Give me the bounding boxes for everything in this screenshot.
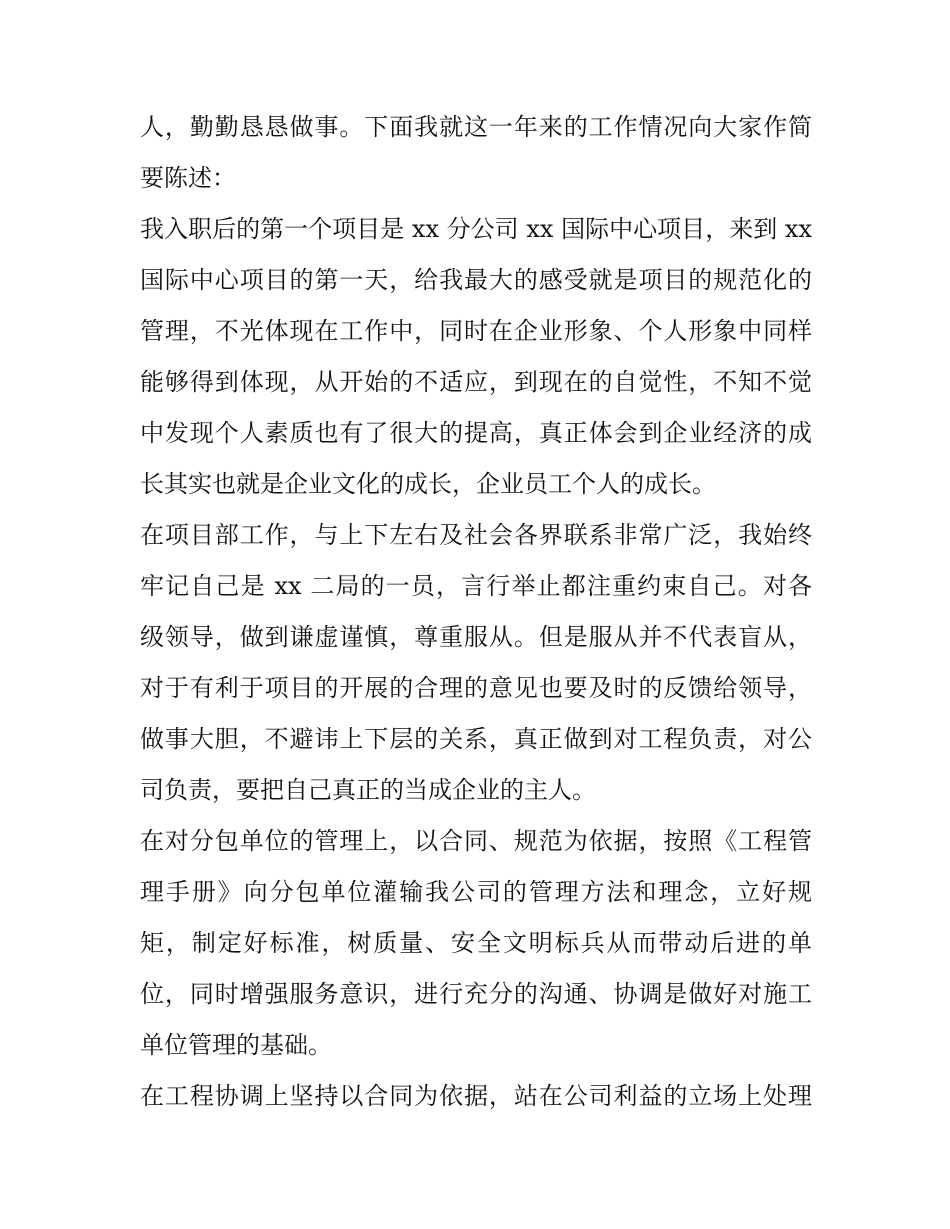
- text-line: 我入职后的第一个项目是 xx 分公司 xx 国际中心项目，来到 xx: [140, 215, 812, 243]
- text-line: 司负责，要把自己真正的当成企业的主人。: [140, 776, 596, 804]
- paragraph-2: [140, 204, 812, 510]
- body-text: [140, 102, 812, 1122]
- text-line: 在项目部工作，与上下左右及社会各界联系非常广泛，我始终: [140, 521, 812, 549]
- text-line: 长其实也就是企业文化的成长，企业员工个人的成长。: [140, 470, 716, 498]
- paragraph-4: [140, 816, 812, 1071]
- text-line: 理手册》向分包单位灌输我公司的管理方法和理念，立好规: [140, 878, 812, 906]
- text-line: 在工程协调上坚持以合同为依据，站在公司利益的立场上处理: [140, 1082, 812, 1110]
- text-line: 要陈述：: [140, 164, 236, 192]
- text-line: 人，勤勤恳恳做事。下面我就这一年来的工作情况向大家作简: [140, 113, 812, 141]
- text-line: 单位管理的基础。: [140, 1031, 332, 1059]
- text-line: 牢记自己是 xx 二局的一员，言行举止都注重约束自己。对各: [140, 572, 812, 600]
- text-line: 能够得到体现，从开始的不适应，到现在的自觉性，不知不觉: [140, 368, 812, 396]
- text-line: 做事大胆，不避讳上下层的关系，真正做到对工程负责，对公: [140, 725, 812, 753]
- text-line: 级领导，做到谦虚谨慎，尊重服从。但是服从并不代表盲从，: [140, 623, 812, 651]
- text-line: 管理，不光体现在工作中，同时在企业形象、个人形象中同样: [140, 317, 812, 345]
- text-line: 位，同时增强服务意识，进行充分的沟通、协调是做好对施工: [140, 980, 812, 1008]
- paragraph-3: [140, 510, 812, 816]
- text-line: 中发现个人素质也有了很大的提高，真正体会到企业经济的成: [140, 419, 812, 447]
- text-line: 矩，制定好标准，树质量、安全文明标兵从而带动后进的单: [140, 929, 812, 957]
- paragraph-1: [140, 102, 812, 204]
- text-line: 在对分包单位的管理上，以合同、规范为依据，按照《工程管: [140, 827, 812, 855]
- text-line: 对于有利于项目的开展的合理的意见也要及时的反馈给领导，: [140, 674, 812, 702]
- text-line: 国际中心项目的第一天，给我最大的感受就是项目的规范化的: [140, 266, 812, 294]
- paragraph-5: [140, 1071, 812, 1122]
